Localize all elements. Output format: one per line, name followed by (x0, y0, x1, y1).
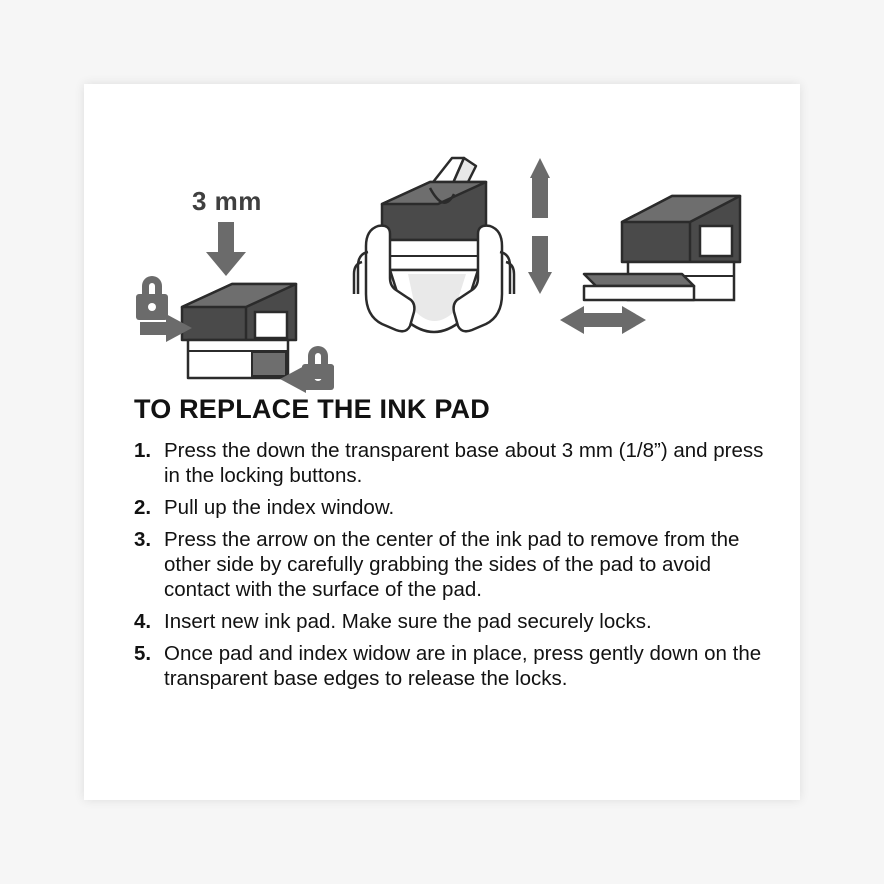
down-arrow-top (206, 222, 246, 276)
page-title: TO REPLACE THE INK PAD (134, 394, 490, 424)
ink-pad (584, 274, 694, 300)
double-arrow-left-right (560, 306, 646, 334)
list-item (134, 641, 764, 691)
transparent-base (384, 240, 484, 270)
step-text: Press the arrow on the center of the ink pad to remove from the other side by carefully grabbing the sides of the pad to avoid contact with the surface of the pad. (164, 528, 740, 601)
dimension-label-3mm: 3 mm (192, 186, 262, 216)
instruction-card (84, 84, 800, 800)
list-item (134, 609, 764, 634)
transparent-base (188, 340, 288, 378)
step-text: Pull up the index window. (164, 496, 395, 519)
step-number: 2. (134, 496, 152, 519)
stamp-body (382, 182, 486, 240)
step-number: 5. (134, 642, 152, 665)
instructions-block (134, 394, 764, 698)
stamp-body (622, 196, 740, 262)
index-window (255, 312, 287, 338)
down-arrow (528, 236, 552, 294)
list-item (134, 527, 764, 602)
step-number: 4. (134, 610, 152, 633)
step-text: Press the down the transparent base about 3 mm (1/8”) and press in the locking buttons. (164, 439, 764, 487)
list-item (134, 438, 764, 488)
step-number: 3. (134, 528, 152, 551)
step-number: 1. (134, 439, 152, 462)
lock-icon-left (136, 276, 168, 320)
list-item (134, 495, 764, 520)
step-text: Insert new ink pad. Make sure the pad securely locks. (164, 610, 652, 633)
up-arrow (530, 158, 550, 218)
step-text: Once pad and index widow are in place, press gently down on the transparent base edges to release the locks. (164, 642, 762, 690)
instruction-step-list (134, 438, 764, 691)
